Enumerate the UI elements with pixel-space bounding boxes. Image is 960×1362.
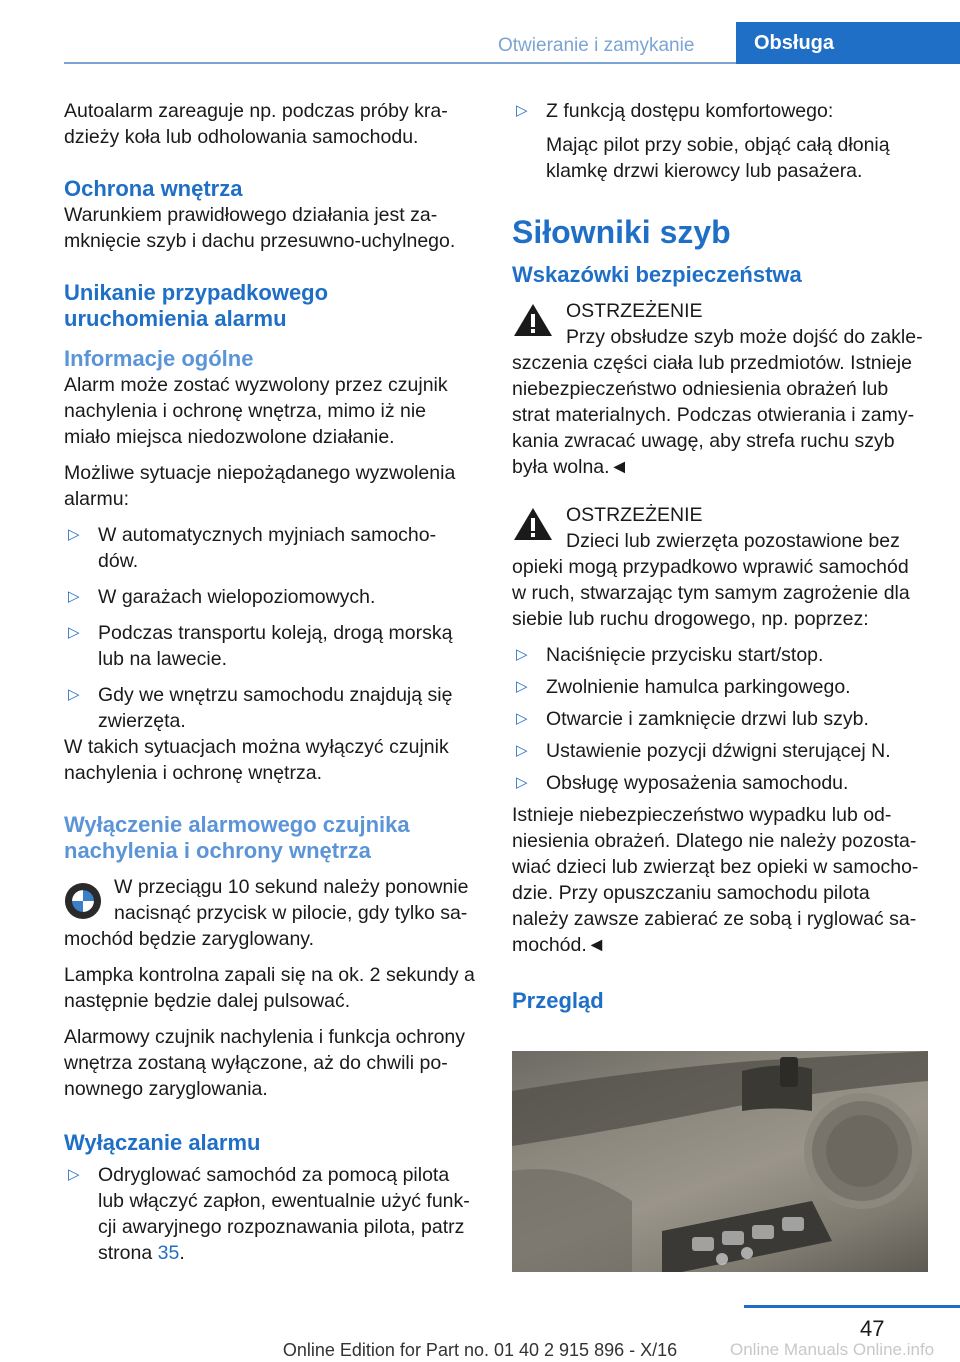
- watermark: Online Manuals Online.info: [730, 1340, 935, 1359]
- list-item-text: Obsługę wyposażenia samochodu.: [546, 772, 849, 794]
- list-item-text: W garażach wielopoziomowych.: [98, 586, 376, 608]
- list-item-text: W automatycznych myjniach samocho-dów.: [98, 524, 437, 572]
- list-item-text: Ustawienie pozycji dźwigni sterującej N.: [546, 740, 891, 762]
- list-item-text: Otwarcie i zamknięcie drzwi lub szyb.: [546, 708, 869, 730]
- list-item-text: Zwolnienie hamulca parkingowego.: [546, 676, 851, 698]
- paragraph: Warunkiem prawidłowego działania jest za-mknięcie szyb i dachu przesuwno-uchylnego.: [64, 204, 456, 252]
- triangle-right-icon: ▷: [68, 1166, 80, 1183]
- list-item-text: Podczas transportu koleją, drogą morską lub na lawecie.: [98, 622, 453, 670]
- heading-interior-protection: Ochrona wnętrza: [64, 176, 243, 201]
- list-item: [64, 682, 476, 734]
- warning-triangle-icon: [512, 302, 554, 338]
- triangle-right-icon: ▷: [68, 588, 80, 605]
- triangle-right-icon: ▷: [516, 742, 528, 759]
- bmw-note: [64, 874, 476, 952]
- warning-block: [512, 298, 926, 480]
- paragraph: Możliwe sytuacje niepożądanego wyzwolenia alarmu:: [64, 462, 456, 510]
- triangle-right-icon: ▷: [68, 686, 80, 703]
- footer-rule: [744, 1305, 960, 1308]
- list-item: [512, 642, 926, 668]
- door-panel-illustration: [512, 1051, 928, 1272]
- paragraph: Lampka kontrolna zapali się na ok. 2 sekundy a następnie będzie dalej pulsować.: [64, 964, 475, 1012]
- list-item-text: Naciśnięcie przycisku start/stop.: [546, 644, 824, 666]
- left-column: [64, 98, 476, 1266]
- header-section-title: Otwieranie i zamykanie: [498, 35, 695, 56]
- list-item-text: Gdy we wnętrzu samochodu znajdują się zwierzęta.: [98, 684, 453, 732]
- warning-block: [512, 502, 926, 632]
- page-number: 47: [860, 1316, 885, 1341]
- list-item: [512, 738, 926, 764]
- paragraph: W przeciągu 10 sekund należy ponownie nacisnąć przycisk w pilocie, gdy tylko sa-mochód będzie zaryglowany.: [64, 876, 469, 950]
- heading-overview: Przegląd: [512, 988, 604, 1013]
- list-item: [512, 770, 926, 796]
- heading-avoid-false-alarm: Unikanie przypadkowego uruchomienia alarmu: [64, 280, 329, 331]
- list-item: [512, 706, 926, 732]
- warning-text: Przy obsłudze szyb może dojść do zakle-szczenia części ciała lub przedmiotów. Istnieje niebezpieczeństwo odniesienia obrażeń lub strat materialnych. Podczas otwierania i zamy-kania zwracać uwagę, aby strefa ruchu szyb była wolna.◄: [512, 326, 923, 478]
- triangle-right-icon: ▷: [516, 710, 528, 727]
- edition-footer: Online Edition for Part no. 01 40 2 915 896 - X/16: [282, 1340, 678, 1360]
- list-item-text: Z funkcją dostępu komfortowego:: [546, 100, 834, 122]
- warning-triangle-icon: [512, 506, 554, 542]
- heading-switch-off-sensors: Wyłączenie alarmowego czujnika nachylenia i ochrony wnętrza: [64, 812, 410, 863]
- triangle-right-icon: ▷: [68, 624, 80, 641]
- bmw-logo-icon: [64, 882, 102, 920]
- warning-title: OSTRZEŻENIE: [566, 300, 703, 322]
- warning-title: OSTRZEŻENIE: [566, 504, 703, 526]
- list-item-text: Odryglować samochód za pomocą pilota lub włączyć zapłon, ewentualnie użyć funk-cji awaryjnego rozpoznawania pilota, patrz strona 35.: [98, 1164, 470, 1264]
- list-item: [64, 584, 476, 610]
- heading-general-info: Informacje ogólne: [64, 346, 254, 371]
- triangle-right-icon: ▷: [516, 678, 528, 695]
- triangle-right-icon: ▷: [516, 102, 528, 119]
- heading-window-regulators: Siłowniki szyb: [512, 214, 731, 250]
- triangle-right-icon: ▷: [516, 646, 528, 663]
- list-item: [64, 620, 476, 672]
- paragraph: Istnieje niebezpieczeństwo wypadku lub od-niesienia obrażeń. Dlatego nie należy pozosta-wiać dzieci lub zwierząt bez opieki w samocho-dzie. Przy opuszczaniu samochodu pilota należy zawsze zabierać ze sobą i ryglować sa-mochód.◄: [512, 804, 919, 956]
- header-chapter-tab: Obsługa: [736, 22, 960, 64]
- list-item: [512, 98, 926, 184]
- list-item-subtext: Mając pilot przy sobie, objąć całą dłonią klamkę drzwi kierowcy lub pasażera.: [546, 134, 890, 182]
- paragraph: Autoalarm zareaguje np. podczas próby kra-dzieży koła lub odholowania samochodu.: [64, 100, 448, 148]
- triangle-right-icon: ▷: [68, 526, 80, 543]
- list-item: [512, 674, 926, 700]
- warning-text: Dzieci lub zwierzęta pozostawione bez opieki mogą przypadkowo wprawić samochód w ruch, stwarzając tym samym zagrożenie dla siebie lub ruchu drogowego, np. poprzez:: [512, 530, 910, 630]
- paragraph: Alarmowy czujnik nachylenia i funkcja ochrony wnętrza zostaną wyłączone, aż do chwili po-nownego zaryglowania.: [64, 1026, 466, 1100]
- right-column: [512, 98, 926, 1014]
- paragraph: W takich sytuacjach można wyłączyć czujnik nachylenia i ochronę wnętrza.: [64, 736, 449, 784]
- paragraph: Alarm może zostać wyzwolony przez czujnik nachylenia i ochronę wnętrza, mimo iż nie miało miejsca niedozwolone działanie.: [64, 374, 448, 448]
- list-item: [64, 1162, 476, 1266]
- page-reference-link[interactable]: 35: [157, 1242, 180, 1264]
- heading-safety-notes: Wskazówki bezpieczeństwa: [512, 262, 802, 287]
- list-item: [64, 522, 476, 574]
- door-panel-photo: [512, 1051, 928, 1272]
- heading-turn-off-alarm: Wyłączanie alarmu: [64, 1130, 261, 1155]
- triangle-right-icon: ▷: [516, 774, 528, 791]
